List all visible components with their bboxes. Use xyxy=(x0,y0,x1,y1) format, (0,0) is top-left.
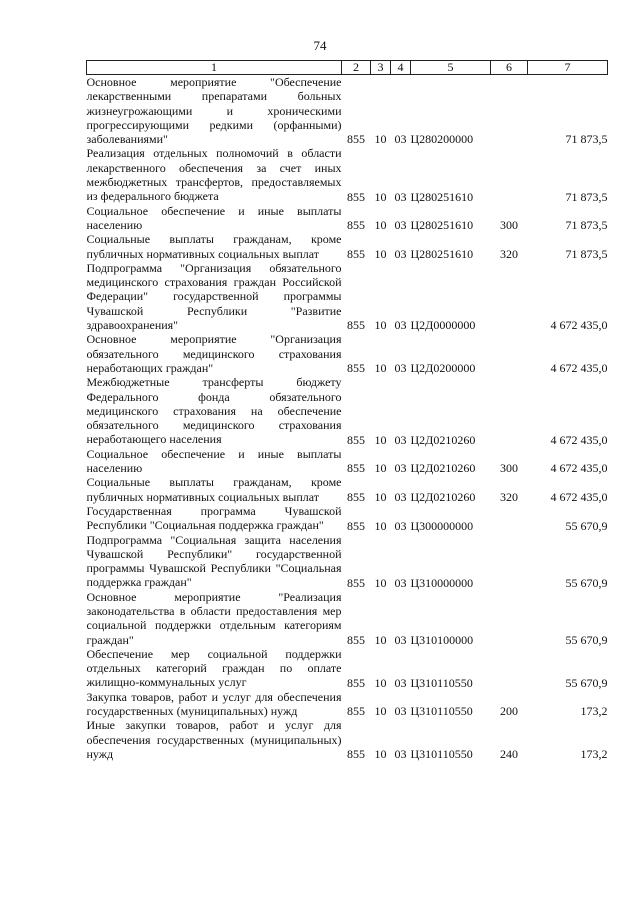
expense-type-code xyxy=(491,504,528,533)
target-article-code: Ц280251610 xyxy=(410,218,474,233)
ministry-code: 855 xyxy=(347,747,365,762)
amount: 55 670,9 xyxy=(565,575,608,590)
expense-type-code: 300 xyxy=(500,218,518,233)
expense-type-code xyxy=(491,590,528,647)
target-article-code: Ц310100000 xyxy=(410,632,474,647)
ministry-code: 855 xyxy=(347,246,365,261)
table-row xyxy=(87,332,608,375)
ministry-code: 855 xyxy=(347,318,365,333)
row-name: Обеспечение мер социальной поддержки отдельных категорий граждан по оплате жилищно-коммунальных услуг xyxy=(86,646,342,690)
subsection-code: 03 xyxy=(394,318,407,333)
target-article-code: Ц310110550 xyxy=(410,704,473,719)
header-col-4: 4 xyxy=(391,61,411,75)
subsection-code: 03 xyxy=(394,461,407,476)
row-name: Государственная программа Чувашской Республики "Социальная поддержка граждан" xyxy=(86,503,342,533)
amount: 173,2 xyxy=(580,747,608,762)
budget-table xyxy=(86,60,608,761)
table-header xyxy=(87,61,608,75)
amount: 55 670,9 xyxy=(565,518,608,533)
row-name: Социальные выплаты гражданам, кроме публичных нормативных социальных выплат xyxy=(86,475,342,504)
subsection-code: 03 xyxy=(394,218,407,233)
row-name: Социальное обеспечение и иные выплаты населению xyxy=(86,446,342,476)
subsection-code: 03 xyxy=(394,675,407,690)
ministry-code: 855 xyxy=(347,632,365,647)
target-article-code: Ц310110550 xyxy=(410,675,473,690)
subsection-code: 03 xyxy=(394,246,407,261)
section-code: 10 xyxy=(374,461,387,476)
table-row xyxy=(87,647,608,690)
ministry-code: 855 xyxy=(347,361,365,376)
amount: 55 670,9 xyxy=(565,675,608,690)
amount: 4 672 435,0 xyxy=(550,318,608,333)
expense-type-code xyxy=(491,75,528,147)
target-article-code: Ц280251610 xyxy=(410,246,474,261)
section-code: 10 xyxy=(374,518,387,533)
amount: 173,2 xyxy=(580,704,608,719)
amount: 4 672 435,0 xyxy=(550,432,608,447)
row-name: Межбюджетные трансферты бюджету Федерального фонда обязательного медицинского страхования на обеспечение обязательного медицинского страхования неработающего населения xyxy=(86,375,342,447)
expense-type-code: 320 xyxy=(500,246,518,261)
table-row xyxy=(87,475,608,504)
table-row xyxy=(87,232,608,261)
section-code: 10 xyxy=(374,575,387,590)
target-article-code: Ц2Д0210260 xyxy=(410,432,476,447)
table-body xyxy=(87,75,608,762)
table-row xyxy=(87,146,608,203)
subsection-code: 03 xyxy=(394,632,407,647)
table-row xyxy=(87,204,608,233)
amount: 71 873,5 xyxy=(565,132,608,147)
subsection-code: 03 xyxy=(394,747,407,762)
table-row xyxy=(87,375,608,446)
row-name: Основное мероприятие "Обеспечение лекарственными препаратами больных жизнеугрожающими и хроническими прогрессирующими редкими (орфанными) заболеваниями" xyxy=(86,75,342,147)
subsection-code: 03 xyxy=(394,575,407,590)
section-code: 10 xyxy=(374,675,387,690)
amount: 55 670,9 xyxy=(565,632,608,647)
row-name: Подпрограмма "Социальная защита населения Чувашской Республики" государственной программы Чувашской Республики "Социальная поддержка граждан" xyxy=(86,532,342,590)
amount: 71 873,5 xyxy=(565,189,608,204)
table-row xyxy=(87,590,608,647)
target-article-code: Ц2Д0200000 xyxy=(410,361,476,376)
header-col-6: 6 xyxy=(491,61,528,75)
ministry-code: 855 xyxy=(347,461,365,476)
row-name: Социальное обеспечение и иные выплаты населению xyxy=(86,203,342,232)
amount: 4 672 435,0 xyxy=(550,489,608,504)
ministry-code: 855 xyxy=(347,489,365,504)
expense-type-code xyxy=(491,647,528,690)
subsection-code: 03 xyxy=(394,361,407,376)
section-code: 10 xyxy=(374,632,387,647)
section-code: 10 xyxy=(374,489,387,504)
expense-type-code xyxy=(491,375,528,446)
section-code: 10 xyxy=(374,432,387,447)
section-code: 10 xyxy=(374,218,387,233)
row-name: Закупка товаров, работ и услуг для обеспечения государственных (муниципальных) нужд xyxy=(86,689,342,719)
target-article-code: Ц2Д0000000 xyxy=(410,318,476,333)
header-row xyxy=(87,61,608,75)
ministry-code: 855 xyxy=(347,432,365,447)
ministry-code: 855 xyxy=(347,675,365,690)
subsection-code: 03 xyxy=(394,704,407,719)
target-article-code: Ц2Д0210260 xyxy=(410,461,476,476)
ministry-code: 855 xyxy=(347,575,365,590)
amount: 71 873,5 xyxy=(565,218,608,233)
page-number: 74 xyxy=(313,38,327,53)
target-article-code: Ц310110550 xyxy=(410,747,473,762)
target-article-code: Ц280251610 xyxy=(410,189,474,204)
table-row xyxy=(87,504,608,533)
section-code: 10 xyxy=(374,704,387,719)
ministry-code: 855 xyxy=(347,132,365,147)
ministry-code: 855 xyxy=(347,518,365,533)
row-name: Основное мероприятие "Организация обязательного медицинского страхования неработающих граждан" xyxy=(86,332,342,375)
expense-type-code xyxy=(491,533,528,590)
subsection-code: 03 xyxy=(394,489,407,504)
section-code: 10 xyxy=(374,132,387,147)
subsection-code: 03 xyxy=(394,432,407,447)
table-row xyxy=(87,75,608,147)
row-name: Подпрограмма "Организация обязательного медицинского страхования граждан Российской Федерации" государственной программы Чувашской Республики "Развитие здравоохранения" xyxy=(86,260,342,333)
amount: 4 672 435,0 xyxy=(550,461,608,476)
expense-type-code: 320 xyxy=(500,489,518,504)
target-article-code: Ц310000000 xyxy=(410,575,474,590)
expense-type-code: 300 xyxy=(500,461,518,476)
table-row xyxy=(87,447,608,476)
section-code: 10 xyxy=(374,361,387,376)
target-article-code: Ц300000000 xyxy=(410,518,474,533)
subsection-code: 03 xyxy=(394,189,407,204)
ministry-code: 855 xyxy=(347,704,365,719)
target-article-code: Ц2Д0210260 xyxy=(410,489,476,504)
subsection-code: 03 xyxy=(394,518,407,533)
header-col-3: 3 xyxy=(371,61,391,75)
subsection-code: 03 xyxy=(394,132,407,147)
header-col-5: 5 xyxy=(411,61,491,75)
expense-type-code xyxy=(491,332,528,375)
header-col-1: 1 xyxy=(87,61,342,75)
table-row xyxy=(87,261,608,332)
row-name: Основное мероприятие "Реализация законодательства в области предоставления мер социальной поддержки отдельным категориям граждан" xyxy=(86,589,342,647)
row-name: Реализация отдельных полномочий в области лекарственного обеспечения за счет иных межбюджетных трансфертов, предоставляемых из федерального бюджета xyxy=(86,146,342,204)
ministry-code: 855 xyxy=(347,189,365,204)
amount: 71 873,5 xyxy=(565,246,608,261)
table-row xyxy=(87,690,608,719)
expense-type-code: 240 xyxy=(500,747,518,762)
target-article-code: Ц280200000 xyxy=(410,132,474,147)
header-col-7: 7 xyxy=(528,61,608,75)
ministry-code: 855 xyxy=(347,218,365,233)
header-col-2: 2 xyxy=(342,61,371,75)
section-code: 10 xyxy=(374,318,387,333)
expense-type-code xyxy=(491,261,528,332)
section-code: 10 xyxy=(374,747,387,762)
row-name: Социальные выплаты гражданам, кроме публичных нормативных социальных выплат xyxy=(86,232,342,261)
amount: 4 672 435,0 xyxy=(550,361,608,376)
expense-type-code xyxy=(491,146,528,203)
section-code: 10 xyxy=(374,189,387,204)
section-code: 10 xyxy=(374,246,387,261)
row-name: Иные закупки товаров, работ и услуг для обеспечения государственных (муниципальных) нужд xyxy=(86,718,342,761)
table-row xyxy=(87,533,608,590)
expense-type-code: 200 xyxy=(500,704,518,719)
table-row xyxy=(87,718,608,761)
